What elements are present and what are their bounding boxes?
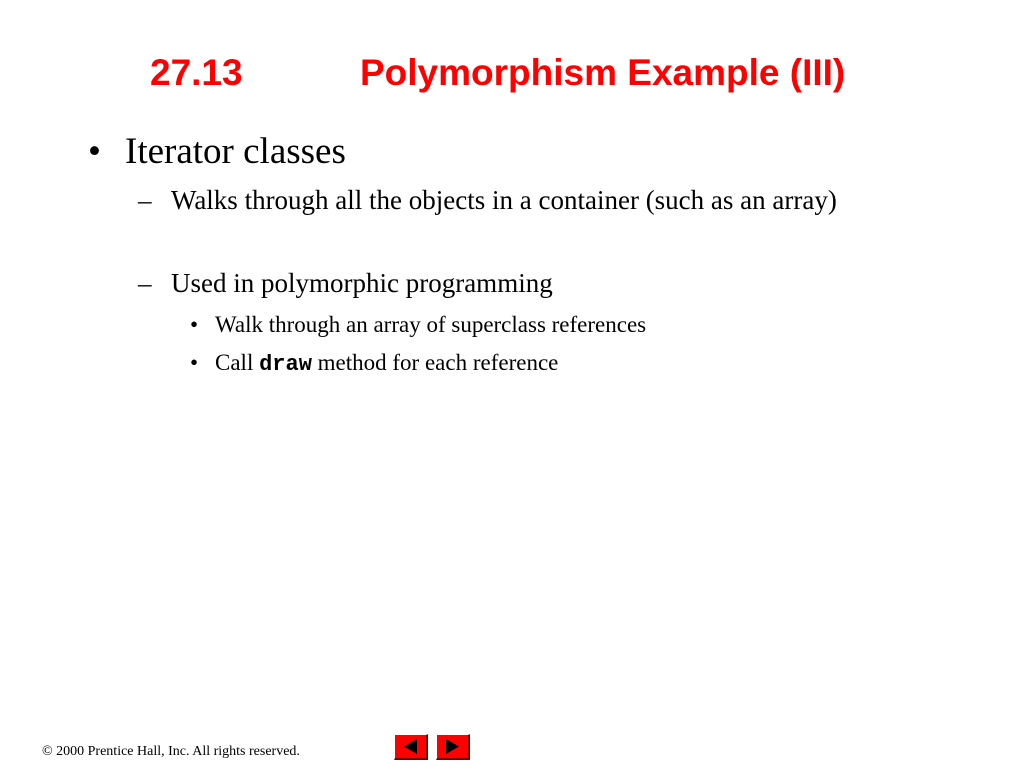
bullet-level2 (138, 183, 878, 217)
bullet-level3 (190, 312, 646, 338)
bullet-level3 (190, 350, 558, 377)
bullet-level1 (88, 130, 346, 173)
dash-marker: – (138, 268, 152, 298)
slide-title (150, 52, 845, 94)
bullet-text: Iterator classes (125, 131, 346, 172)
bullet-marker: • (190, 350, 199, 375)
next-slide-button[interactable] (436, 734, 470, 760)
bullet-text-prefix: Call (215, 350, 260, 375)
bullet-marker: • (190, 312, 199, 337)
bullet-marker: • (88, 131, 101, 172)
code-keyword: draw (259, 352, 312, 377)
bullet-text: Walk through an array of superclass references (215, 312, 647, 337)
arrow-right-icon (437, 735, 468, 758)
bullet-text: Walks through all the objects in a container (such as an array) (171, 185, 837, 215)
bullet-text: Used in polymorphic programming (171, 268, 553, 298)
bullet-text-suffix: method for each reference (311, 350, 559, 375)
title-number: 27.13 (150, 52, 243, 93)
title-text: Polymorphism Example (III) (360, 52, 846, 93)
copyright-footer: © 2000 Prentice Hall, Inc. All rights reserved. (42, 744, 300, 759)
bullet-level2 (138, 266, 878, 300)
dash-marker: – (138, 185, 152, 215)
previous-slide-button[interactable] (394, 734, 428, 760)
arrow-left-icon (395, 735, 426, 758)
